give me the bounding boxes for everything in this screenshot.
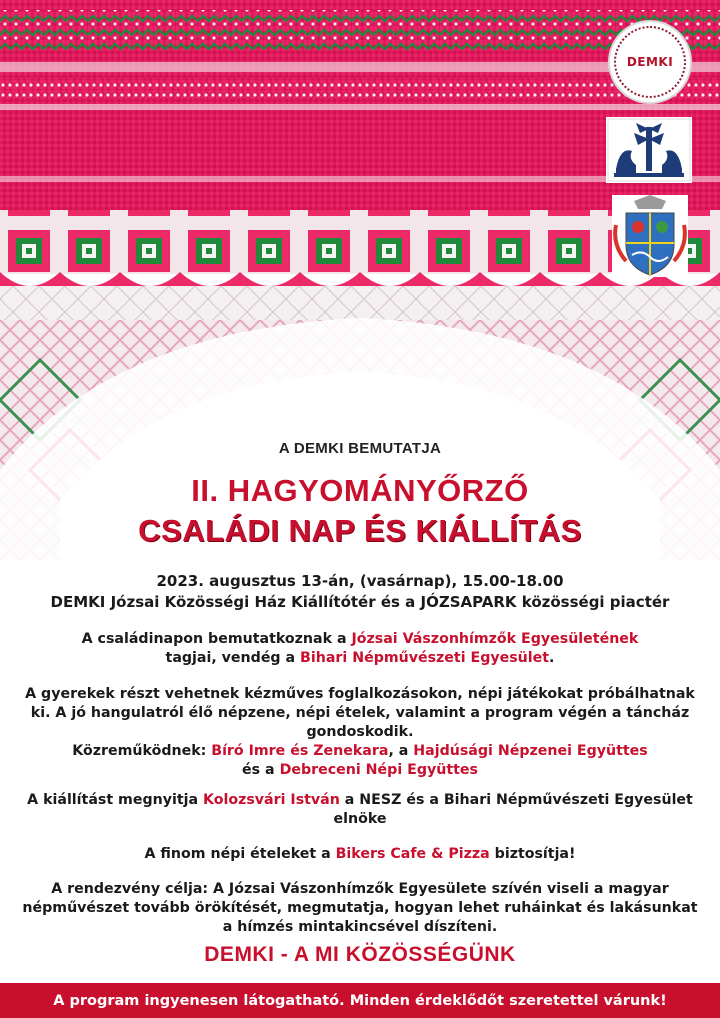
- demki-logo-text: DEMKI: [626, 55, 674, 69]
- slogan: DEMKI - A MI KÖZÖSSÉGÜNK: [204, 943, 516, 966]
- p1-text-c: tagjai, vendég a: [165, 650, 301, 666]
- p4-text-a: A finom népi ételeket a: [144, 846, 336, 862]
- event-datetime-venue: [20, 571, 700, 613]
- city-coat-of-arms: [612, 195, 688, 277]
- p1-org-bihari: Bihari Népművészeti Egyesület: [300, 650, 550, 666]
- paragraph-opening: [20, 791, 700, 829]
- paragraph-food: [20, 845, 700, 864]
- p1-text-a: A családinapon bemutatkoznak a: [81, 631, 352, 647]
- paragraph-presenters: [20, 630, 700, 668]
- presents-line: A DEMKI BEMUTATJA: [278, 440, 442, 457]
- event-title-line1: II. HAGYOMÁNYŐRZŐ: [191, 473, 529, 508]
- event-datetime: 2023. augusztus 13-án, (vasárnap), 15.00-18.00: [156, 572, 564, 590]
- paragraph-goal: A rendezvény célja: A Józsai Vászonhímzők Egyesülete szívén viseli a magyar népművészet tovább örökítését, megmutatja, hogyan lehet ruháinkat és lakásunkat a hímzés mintakincsével díszíteni.: [22, 881, 698, 935]
- paragraph-programs: [20, 685, 700, 780]
- p3-text-c: a NESZ és a Bihari Népművészeti Egyesület elnöke: [333, 792, 693, 827]
- p2-text-f: és a: [242, 762, 280, 778]
- p2-performer-debreceni: Debreceni Népi Együttes: [279, 762, 478, 778]
- p2-text-a: A gyerekek részt vehetnek kézműves foglalkozásokon, népi játékokat próbálhatnak ki. A jó hangulatról élő népzene, népi ételek, valamint a program végén a táncház gondoskodik.: [25, 686, 695, 740]
- p4-caterer: Bikers Cafe & Pizza: [335, 846, 490, 862]
- p4-text-c: biztosítja!: [489, 846, 576, 862]
- p3-opener-name: Kolozsvári István: [203, 792, 340, 808]
- p2-performer-hajdusagi: Hajdúsági Népzenei Együttes: [413, 743, 648, 759]
- p3-text-a: A kiállítást megnyitja: [27, 792, 203, 808]
- p1-text-e: .: [549, 650, 555, 666]
- p2-text-d: , a: [388, 743, 414, 759]
- footer-text: A program ingyenesen látogatható. Minden érdeklődőt szeretettel várunk!: [53, 992, 667, 1009]
- p2-text-b: Közreműködnek:: [72, 743, 212, 759]
- event-venue: DEMKI Józsai Közösségi Ház Kiállítótér és a JÓZSAPARK közösségi piactér: [50, 593, 670, 611]
- demki-logo: [610, 22, 690, 102]
- logo-ring: [614, 26, 686, 98]
- footer-banner: [0, 983, 720, 1018]
- p2-performer-biro: Bíró Imre és Zenekara: [211, 743, 389, 759]
- event-title-line2: CSALÁDI NAP ÉS KIÁLLÍTÁS: [138, 513, 582, 548]
- p1-org-jozsai: Józsai Vászonhímzők Egyesületének: [351, 631, 639, 647]
- folk-birds-logo: [606, 117, 692, 183]
